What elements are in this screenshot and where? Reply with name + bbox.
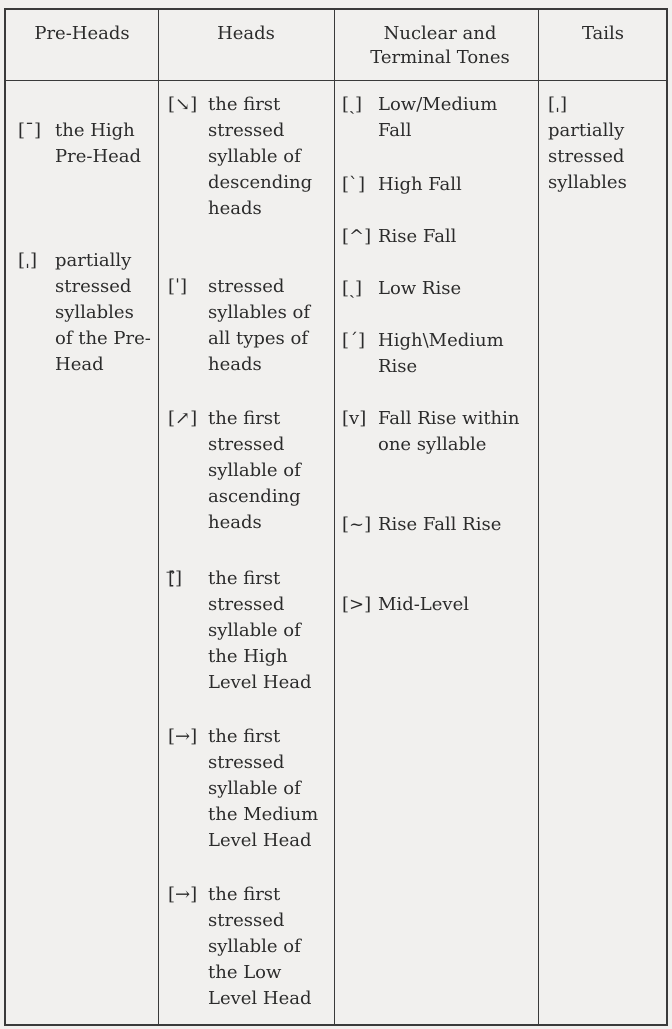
pre-head-entry [18, 118, 156, 170]
head-text: the first stressed syllable of ascending heads [208, 408, 301, 533]
head-entry [168, 92, 330, 222]
tone-entry [342, 224, 534, 250]
head-symbol: [→] [168, 884, 198, 905]
head-symbol: [→] [168, 726, 198, 747]
tone-entry [342, 276, 534, 302]
head-entry [168, 882, 330, 1012]
tone-symbol: [ˊ] [342, 330, 366, 351]
header-heads: Heads [217, 23, 275, 44]
header-nuclear-tones: Nuclear and Terminal Tones [370, 23, 510, 68]
tone-entry [342, 512, 534, 538]
pre-head-symbol: [ˌ] [18, 250, 37, 271]
tone-text: Low/Medium Fall [378, 94, 498, 141]
tone-entry [342, 92, 534, 144]
tone-entry [342, 406, 534, 458]
head-text: the first stressed syllable of the Low Level Head [208, 884, 312, 1009]
head-symbol: [⃗] [168, 568, 183, 589]
head-symbol: [↗] [168, 408, 198, 429]
tone-text: Mid-Level [378, 594, 469, 615]
pre-head-text: the High Pre-Head [55, 120, 142, 167]
head-entry [168, 566, 330, 696]
tone-text: High Fall [378, 174, 462, 195]
head-text: stressed syllables of all types of heads [208, 276, 311, 375]
tone-symbol: [ˋ] [342, 174, 366, 195]
head-text: the first stressed syllable of descending heads [208, 94, 313, 219]
tone-symbol: [~] [342, 514, 372, 535]
header-tails: Tails [581, 23, 625, 44]
tone-symbol: [>] [342, 594, 372, 615]
column-divider [158, 10, 159, 1024]
tail-symbol: [ˌ] [548, 94, 567, 115]
head-symbol: [↘] [168, 94, 198, 115]
intonation-marks-table [4, 8, 668, 1026]
tone-symbol: [ˎ] [342, 94, 363, 115]
tone-symbol: [ˏ] [342, 278, 363, 299]
column-divider [334, 10, 335, 1024]
tone-symbol: [^] [342, 226, 372, 247]
tone-symbol: [v] [342, 408, 367, 429]
tone-text: Rise Fall [378, 226, 457, 247]
tone-text: Rise Fall Rise [378, 514, 502, 535]
head-entry [168, 724, 330, 854]
tail-entry [548, 92, 666, 196]
tone-text: High\Medium Rise [378, 330, 504, 377]
tail-text: partially stressed syllables [548, 120, 627, 193]
tone-entry [342, 328, 534, 380]
tone-text: Low Rise [378, 278, 462, 299]
head-text: the first stressed syllable of the High Level Head [208, 568, 312, 693]
pre-head-text: partially stressed syllables of the Pre-Head [55, 250, 151, 375]
column-divider [538, 10, 539, 1024]
pre-head-entry [18, 248, 156, 378]
header-divider [6, 80, 666, 81]
tone-entry [342, 172, 534, 198]
header-pre-heads: Pre-Heads [34, 23, 130, 44]
head-text: the first stressed syllable of the Medium Level Head [208, 726, 319, 851]
tone-text: Fall Rise within one syllable [378, 408, 520, 455]
pre-head-symbol: [ˉ] [18, 120, 42, 141]
head-symbol: [ˈ] [168, 276, 187, 297]
head-entry [168, 274, 330, 378]
tone-entry [342, 592, 534, 618]
head-entry [168, 406, 330, 536]
